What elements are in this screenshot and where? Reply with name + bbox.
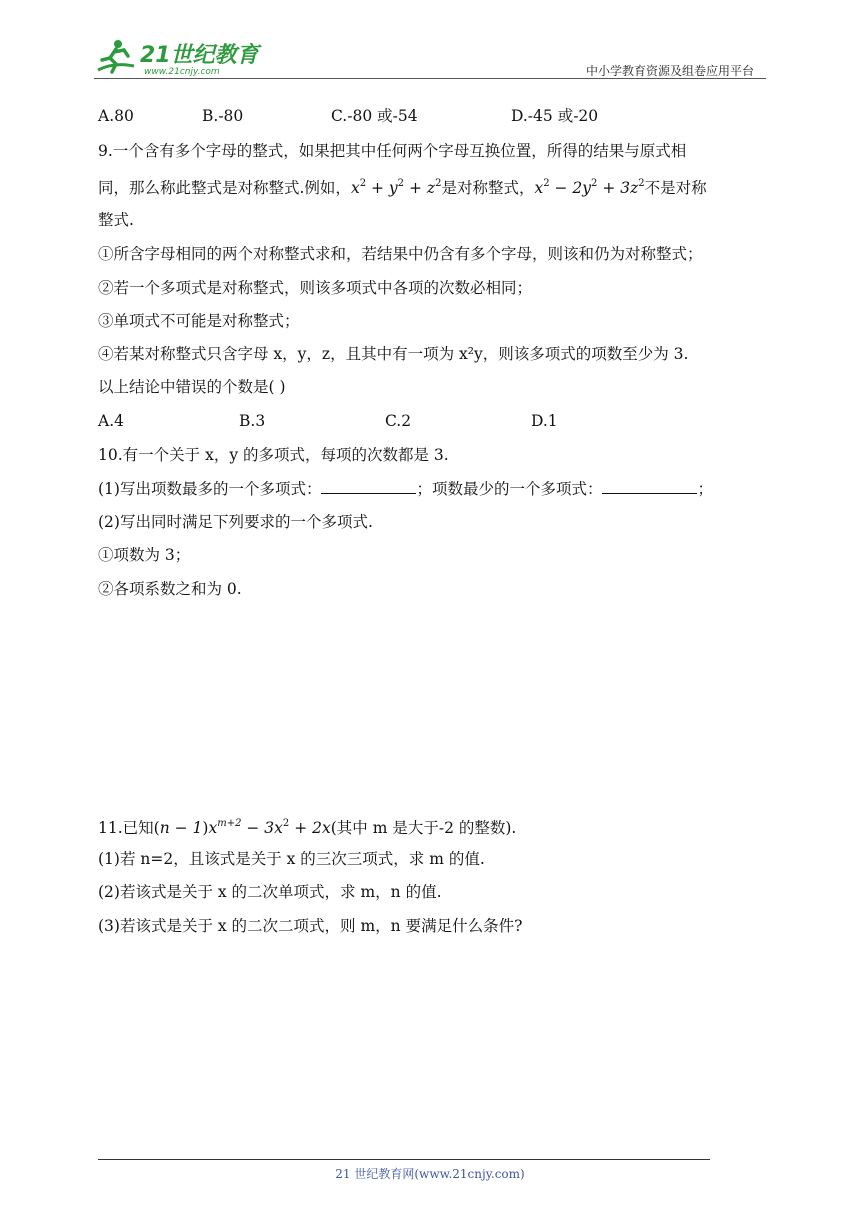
- q9-option-d: D.1: [531, 412, 558, 430]
- q10-requirement-2: ②各项系数之和为 0.: [98, 580, 242, 598]
- q8-option-a: A.80: [98, 107, 134, 125]
- q8-option-b: B.-80: [202, 107, 244, 125]
- q11-line1-b: (其中 m 是大于-2 的整数).: [330, 819, 517, 838]
- q8-option-c: C.-80 或-54: [331, 107, 418, 125]
- q9-statement-1: ①所含字母相同的两个对称整式求和，若结果中仍含有多个字母，则该和仍为对称整式；: [98, 245, 703, 263]
- q9-line3: 整式.: [98, 211, 134, 229]
- q11-part2: (2)若该式是关于 x 的二次单项式，求 m，n 的值.: [98, 883, 442, 901]
- footer-rule: [98, 1159, 710, 1160]
- q9-option-b: B.3: [239, 412, 266, 430]
- q10-part1-c: ；: [697, 480, 713, 498]
- q10-part1-a: (1)写出项数最多的一个多项式：: [98, 480, 322, 498]
- q9-line2-c: 不是对称: [644, 179, 707, 198]
- header-platform-text: 中小学教育资源及组卷应用平台: [585, 64, 754, 78]
- q9-line2-a: 同，那么称此整式是对称整式.例如，: [98, 179, 351, 198]
- q8-option-d: D.-45 或-20: [511, 107, 599, 125]
- runner-icon: [98, 40, 134, 72]
- q9-statement-3: ③单项式不可能是对称整式；: [98, 312, 300, 330]
- q9-formula-nonsymmetric: $x^2 - 2y^2 + 3z^2$: [534, 178, 645, 198]
- q11-line1-a: 11.已知: [98, 819, 154, 838]
- q9-option-a: A.4: [98, 412, 124, 430]
- q11-formula: $(n - 1)x^{m+2} - 3x^2 + 2x$: [153, 818, 331, 838]
- q11-part1: (1)若 n=2，且该式是关于 x 的三次三项式，求 m 的值.: [98, 850, 485, 868]
- logo-text: 21世纪教育: [140, 43, 259, 68]
- q10-requirement-1: ①项数为 3；: [98, 546, 191, 564]
- q9-line2-b: 是对称整式，: [441, 179, 535, 198]
- q9-statement-2: ②若一个多项式是对称整式，则该多项式中各项的次数必相同；: [98, 279, 533, 297]
- q11-line1: [98, 815, 516, 838]
- q9-formula-symmetric: $x^2 + y^2 + z^2$: [350, 178, 442, 198]
- site-logo: [94, 36, 264, 78]
- q10-line1: 10.有一个关于 x，y 的多项式，每项的次数都是 3.: [98, 446, 449, 464]
- header-rule: [94, 78, 766, 79]
- logo-url: www.21cnjy.com: [144, 67, 220, 77]
- answer-blank-2[interactable]: [602, 479, 697, 494]
- q10-part1: [98, 479, 713, 499]
- answer-blank-1[interactable]: [321, 479, 416, 494]
- q9-line2: [98, 175, 707, 198]
- q9-statement-4: ④若某对称整式只含字母 x，y，z，且其中有一项为 x²y，则该多项式的项数至少为 3.: [98, 345, 689, 363]
- q9-question: 以上结论中错误的个数是( ): [98, 378, 286, 396]
- q10-part2: (2)写出同时满足下列要求的一个多项式.: [98, 513, 373, 531]
- q11-part3: (3)若该式是关于 x 的二次二项式，则 m，n 要满足什么条件?: [98, 917, 523, 935]
- q10-part1-b: ；项数最少的一个多项式：: [416, 480, 603, 498]
- footer-link[interactable]: 21 世纪教育网(www.21cnjy.com): [335, 1167, 525, 1181]
- q9-line1: 9.一个含有多个字母的整式，如果把其中任何两个字母互换位置，所得的结果与原式相: [98, 142, 687, 160]
- q9-option-c: C.2: [385, 412, 412, 430]
